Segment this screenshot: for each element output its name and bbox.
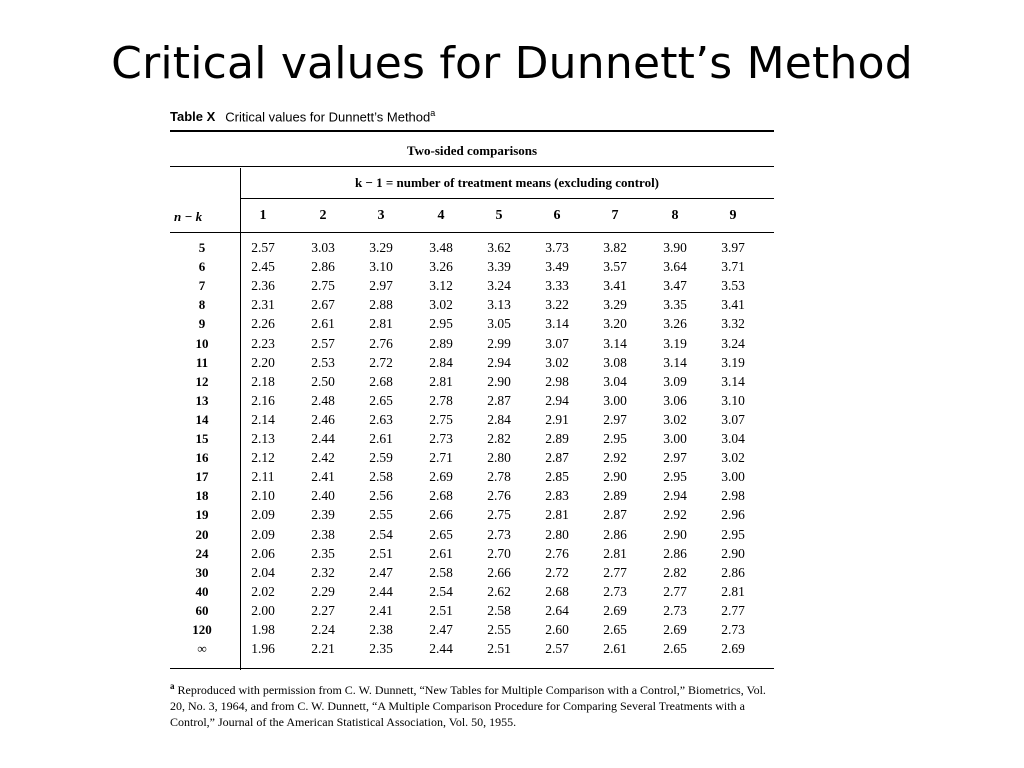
table-cell: 2.86 — [311, 259, 335, 275]
row-label: 11 — [195, 354, 209, 370]
table-cell: 2.16 — [251, 392, 275, 408]
table-cell: 3.00 — [663, 431, 687, 446]
table-cell: 2.81 — [429, 373, 453, 389]
table-cell: 3.00 — [721, 469, 745, 485]
column-header: 5 — [495, 208, 503, 223]
table-cell: 3.97 — [721, 240, 745, 255]
table-cell: 2.09 — [251, 507, 275, 523]
table-row — [168, 488, 780, 507]
table-cell: 2.44 — [369, 583, 393, 599]
table-cell: 2.97 — [663, 450, 687, 466]
table-image — [168, 106, 780, 748]
table-cell: 2.65 — [603, 622, 627, 637]
table-cell: 2.57 — [251, 240, 275, 255]
column-header: 3 — [377, 208, 385, 223]
table-cell: 3.22 — [545, 297, 569, 313]
table-cell: 3.47 — [663, 278, 687, 294]
table-row — [168, 641, 780, 660]
table-cell: 3.73 — [545, 240, 569, 255]
table-cell: 3.12 — [429, 278, 453, 294]
row-header-label: n − k — [174, 209, 203, 224]
table-cell: 2.75 — [311, 278, 335, 294]
table-cell: 2.95 — [603, 431, 627, 446]
table-caption — [170, 108, 435, 124]
table-cell: 2.51 — [487, 641, 511, 657]
table-row — [168, 450, 780, 469]
table-cell: 2.57 — [545, 641, 569, 657]
row-label: 6 — [198, 259, 206, 275]
table-cell: 2.48 — [311, 392, 335, 408]
table-cell: 3.24 — [721, 335, 745, 351]
table-cell: 2.90 — [603, 469, 627, 485]
table-row — [168, 469, 780, 488]
table-cell: 2.13 — [251, 431, 275, 446]
table-cell: 2.99 — [487, 335, 511, 351]
slide-title: Critical values for Dunnett’s Method — [111, 38, 913, 89]
column-header: 4 — [437, 208, 445, 223]
table-cell: 2.94 — [545, 392, 569, 408]
table-cell: 2.98 — [545, 373, 569, 389]
rule-group — [240, 198, 774, 199]
table-cell: 2.45 — [251, 259, 275, 275]
table-cell: 2.73 — [721, 622, 745, 637]
table-cell: 3.03 — [311, 240, 335, 255]
table-cell: 2.73 — [429, 431, 453, 446]
table-cell: 2.80 — [545, 526, 569, 542]
table-cell: 3.19 — [663, 335, 687, 351]
table-cell: 2.32 — [311, 564, 335, 580]
table-cell: 3.04 — [721, 431, 745, 446]
row-label: 5 — [198, 240, 206, 255]
table-cell: 2.50 — [311, 373, 335, 389]
table-cell: 2.65 — [369, 392, 393, 408]
table-cell: 2.44 — [429, 641, 453, 657]
table-cell: 2.18 — [251, 373, 275, 389]
rule-header — [170, 232, 774, 233]
table-cell: 2.65 — [663, 641, 687, 657]
table-cell: 2.96 — [721, 507, 745, 523]
table-row — [168, 316, 780, 335]
table-cell: 3.53 — [721, 278, 745, 294]
table-cell: 2.39 — [311, 507, 335, 523]
column-header: 9 — [729, 208, 737, 223]
table-cell: 2.90 — [487, 373, 511, 389]
table-cell: 3.41 — [721, 297, 745, 313]
table-cell: 2.81 — [721, 583, 745, 599]
table-cell: 2.84 — [429, 354, 453, 370]
table-cell: 2.63 — [369, 411, 393, 427]
table-cell: 3.26 — [663, 316, 687, 332]
column-header: 6 — [553, 208, 561, 223]
table-cell: 2.35 — [311, 545, 335, 561]
table-cell: 3.29 — [369, 240, 393, 255]
row-label: 10 — [195, 335, 209, 351]
table-cell: 3.07 — [721, 411, 745, 427]
table-cell: 2.76 — [487, 488, 511, 504]
table-cell: 3.14 — [545, 316, 569, 332]
table-cell: 2.90 — [721, 545, 745, 561]
table-cell: 2.87 — [545, 450, 569, 466]
table-cell: 2.95 — [429, 316, 453, 332]
table-cell: 2.69 — [603, 602, 627, 618]
row-label: 12 — [195, 373, 209, 389]
table-cell: 2.60 — [545, 622, 569, 637]
table-cell: 2.06 — [251, 545, 275, 561]
table-row — [168, 336, 780, 355]
table-cell: 2.64 — [545, 602, 569, 618]
table-cell: 3.14 — [603, 335, 627, 351]
table-cell: 2.98 — [721, 488, 745, 504]
table-cell: 2.97 — [603, 411, 627, 427]
table-cell: 3.41 — [603, 278, 627, 294]
table-cell: 3.14 — [721, 373, 745, 389]
table-cell: 2.68 — [545, 583, 569, 599]
table-cell: 2.12 — [251, 450, 275, 466]
row-label: 16 — [195, 450, 209, 466]
table-cell: 2.94 — [663, 488, 687, 504]
table-cell: 3.57 — [603, 259, 627, 275]
table-cell: 2.24 — [311, 622, 335, 637]
table-cell: 2.73 — [663, 602, 687, 618]
table-cell: 2.38 — [369, 622, 393, 637]
table-caption-text: Critical values for Dunnett’s Method — [225, 109, 431, 125]
table-cell: 2.31 — [251, 297, 275, 313]
table-cell: 2.92 — [663, 507, 687, 523]
column-header: 1 — [259, 208, 267, 223]
table-cell: 2.04 — [251, 564, 275, 580]
table-cell: 2.81 — [545, 507, 569, 523]
table-cell: 3.02 — [663, 411, 687, 427]
table-cell: 2.61 — [369, 431, 393, 446]
table-cell: 2.85 — [545, 469, 569, 485]
table-cell: 2.91 — [545, 411, 569, 427]
row-label: 17 — [195, 469, 209, 485]
row-label: 14 — [195, 411, 209, 427]
table-cell: 3.08 — [603, 354, 627, 370]
table-cell: 2.73 — [603, 583, 627, 599]
table-cell: 2.68 — [429, 488, 453, 504]
table-cell: 2.69 — [663, 622, 687, 637]
table-cell: 2.51 — [429, 602, 453, 618]
table-cell: 3.19 — [721, 354, 745, 370]
table-cell: 2.95 — [721, 526, 745, 542]
table-row — [168, 259, 780, 278]
table-cell: 2.89 — [545, 431, 569, 446]
table-cell: 3.32 — [721, 316, 745, 332]
table-cell: 2.72 — [369, 354, 393, 370]
column-group-title: k − 1 = number of treatment means (excluding control) — [354, 175, 660, 190]
table-cell: 2.56 — [369, 488, 393, 504]
table-cell: 3.09 — [663, 373, 687, 389]
table-cell: 2.26 — [251, 316, 275, 332]
rule-bottom — [170, 668, 774, 669]
table-cell: 2.55 — [487, 622, 511, 637]
table-cell: 2.44 — [311, 431, 335, 446]
row-label: 19 — [195, 507, 209, 523]
table-cell: 3.64 — [663, 259, 687, 275]
table-cell: 3.20 — [603, 316, 627, 332]
row-label: 15 — [195, 431, 209, 446]
table-cell: 2.86 — [663, 545, 687, 561]
table-cell: 2.47 — [429, 622, 453, 637]
table-cell: 2.00 — [251, 602, 275, 618]
table-cell: 2.21 — [311, 641, 335, 657]
table-row — [168, 374, 780, 393]
table-cell: 2.62 — [487, 583, 511, 599]
table-cell: 3.00 — [603, 392, 627, 408]
table-cell: 3.10 — [369, 259, 393, 275]
table-cell: 2.76 — [545, 545, 569, 561]
table-cell: 3.49 — [545, 259, 569, 275]
table-cell: 1.98 — [251, 622, 275, 637]
table-cell: 2.87 — [603, 507, 627, 523]
table-cell: 2.35 — [369, 641, 393, 657]
footnote-marker: a — [170, 681, 175, 691]
table-cell: 2.81 — [369, 316, 393, 332]
table-cell: 2.54 — [429, 583, 453, 599]
section-title: Two-sided comparisons — [406, 143, 538, 158]
table-row — [168, 507, 780, 526]
table-cell: 3.33 — [545, 278, 569, 294]
table-cell: 2.58 — [369, 469, 393, 485]
table-cell: 2.71 — [429, 450, 453, 466]
table-cell: 2.66 — [487, 564, 511, 580]
table-cell: 3.14 — [663, 354, 687, 370]
table-cell: 3.04 — [603, 373, 627, 389]
row-label: 24 — [195, 545, 209, 561]
table-row — [168, 297, 780, 316]
table-row — [168, 527, 780, 546]
table-cell: 2.69 — [429, 469, 453, 485]
table-cell: 3.35 — [663, 297, 687, 313]
table-cell: 2.68 — [369, 373, 393, 389]
table-cell: 3.24 — [487, 278, 511, 294]
table-cell: 3.05 — [487, 316, 511, 332]
table-row — [168, 603, 780, 622]
table-cell: 2.61 — [311, 316, 335, 332]
table-cell: 3.02 — [721, 450, 745, 466]
table-cell: 3.02 — [429, 297, 453, 313]
table-cell: 2.20 — [251, 354, 275, 370]
table-cell: 3.13 — [487, 297, 511, 313]
table-cell: 2.02 — [251, 583, 275, 599]
column-header: 7 — [611, 208, 619, 223]
table-cell: 2.66 — [429, 507, 453, 523]
table-row — [168, 393, 780, 412]
table-cell: 2.65 — [429, 526, 453, 542]
table-row — [168, 431, 780, 450]
table-cell: 3.29 — [603, 297, 627, 313]
table-cell: 3.39 — [487, 259, 511, 275]
table-cell: 2.27 — [311, 602, 335, 618]
table-cell: 2.78 — [429, 392, 453, 408]
column-header: 8 — [671, 208, 679, 223]
table-cell: 2.89 — [603, 488, 627, 504]
table-cell: 2.82 — [487, 431, 511, 446]
caption-footnote-marker: a — [430, 108, 436, 118]
table-cell: 3.02 — [545, 354, 569, 370]
table-cell: 2.61 — [603, 641, 627, 657]
table-cell: 2.42 — [311, 450, 335, 466]
table-cell: 2.29 — [311, 583, 335, 599]
table-cell: 2.41 — [311, 469, 335, 485]
table-cell: 2.09 — [251, 526, 275, 542]
table-cell: 2.10 — [251, 488, 275, 504]
row-label: 20 — [195, 526, 209, 542]
table-row — [168, 622, 780, 641]
table-cell: 2.51 — [369, 545, 393, 561]
table-cell: 2.59 — [369, 450, 393, 466]
table-row — [168, 355, 780, 374]
table-cell: 2.77 — [721, 602, 745, 618]
table-cell: 2.82 — [663, 564, 687, 580]
table-cell: 2.77 — [603, 564, 627, 580]
table-cell: 3.26 — [429, 259, 453, 275]
rule-section — [170, 166, 774, 167]
table-cell: 2.81 — [603, 545, 627, 561]
table-cell: 2.47 — [369, 564, 393, 580]
table-cell: 2.84 — [487, 411, 511, 427]
table-row — [168, 240, 780, 259]
footnote-text: Reproduced with permission from C. W. Dunnett, “New Tables for Multiple Comparison with a Control,” Biometrics, Vol. 20, No. 3, 1964, and from C. W. Dunnett, “A Multiple Comparison Procedure for Comparing Several Treatments with a Control,” Journal of the American Statistical Association, Vol. 50, 1955. — [170, 683, 766, 729]
row-label: 60 — [195, 602, 209, 618]
table-cell: 2.58 — [429, 564, 453, 580]
table-cell: 2.88 — [369, 297, 393, 313]
table-cell: 2.94 — [487, 354, 511, 370]
row-label: 8 — [198, 297, 206, 313]
table-cell: 3.48 — [429, 240, 453, 255]
table-cell: 2.97 — [369, 278, 393, 294]
table-cell: 2.75 — [429, 411, 453, 427]
table-cell: 2.57 — [311, 335, 335, 351]
table-cell: 3.06 — [663, 392, 687, 408]
table-row — [168, 278, 780, 297]
table-row — [168, 412, 780, 431]
table-cell: 2.73 — [487, 526, 511, 542]
table-cell: 2.38 — [311, 526, 335, 542]
table-cell: 2.76 — [369, 335, 393, 351]
table-cell: 3.62 — [487, 240, 511, 255]
table-cell: 2.70 — [487, 545, 511, 561]
table-cell: 2.40 — [311, 488, 335, 504]
row-label: 120 — [192, 622, 212, 637]
table-cell: 3.07 — [545, 335, 569, 351]
table-row — [168, 546, 780, 565]
table-cell: 2.87 — [487, 392, 511, 408]
table-cell: 2.77 — [663, 583, 687, 599]
table-cell: 2.92 — [603, 450, 627, 466]
row-label: 40 — [195, 583, 209, 599]
table-cell: 3.90 — [663, 240, 687, 255]
footnote — [170, 678, 776, 730]
table-cell: 2.11 — [251, 469, 275, 485]
table-cell: 2.61 — [429, 545, 453, 561]
table-cell: 2.86 — [721, 564, 745, 580]
table-cell: 2.23 — [251, 335, 275, 351]
table-cell: 2.95 — [663, 469, 687, 485]
table-cell: 2.80 — [487, 450, 511, 466]
table-cell: 2.53 — [311, 354, 335, 370]
table-cell: 2.54 — [369, 526, 393, 542]
table-cell: 2.14 — [251, 411, 275, 427]
row-label: 7 — [198, 278, 206, 294]
row-label: 30 — [195, 564, 209, 580]
rule-top — [170, 130, 774, 132]
row-label: 9 — [198, 316, 206, 332]
row-label: ∞ — [197, 641, 207, 657]
table-cell: 2.89 — [429, 335, 453, 351]
table-cell: 1.96 — [251, 641, 275, 657]
table-label: Table X — [170, 109, 216, 125]
table-cell: 3.10 — [721, 392, 745, 408]
table-cell: 2.83 — [545, 488, 569, 504]
column-header: 2 — [319, 208, 327, 223]
table-row — [168, 584, 780, 603]
table-cell: 3.71 — [721, 259, 745, 275]
row-label: 13 — [195, 392, 209, 408]
table-cell: 2.41 — [369, 602, 393, 618]
table-cell: 2.90 — [663, 526, 687, 542]
row-label: 18 — [195, 488, 209, 504]
table-cell: 2.67 — [311, 297, 335, 313]
table-cell: 2.69 — [721, 641, 745, 657]
table-row — [168, 565, 780, 584]
table-cell: 2.55 — [369, 507, 393, 523]
table-cell: 2.78 — [487, 469, 511, 485]
table-cell: 3.82 — [603, 240, 627, 255]
table-cell: 2.86 — [603, 526, 627, 542]
table-cell: 2.46 — [311, 411, 335, 427]
table-cell: 2.58 — [487, 602, 511, 618]
table-cell: 2.75 — [487, 507, 511, 523]
table-cell: 2.72 — [545, 564, 569, 580]
table-cell: 2.36 — [251, 278, 275, 294]
